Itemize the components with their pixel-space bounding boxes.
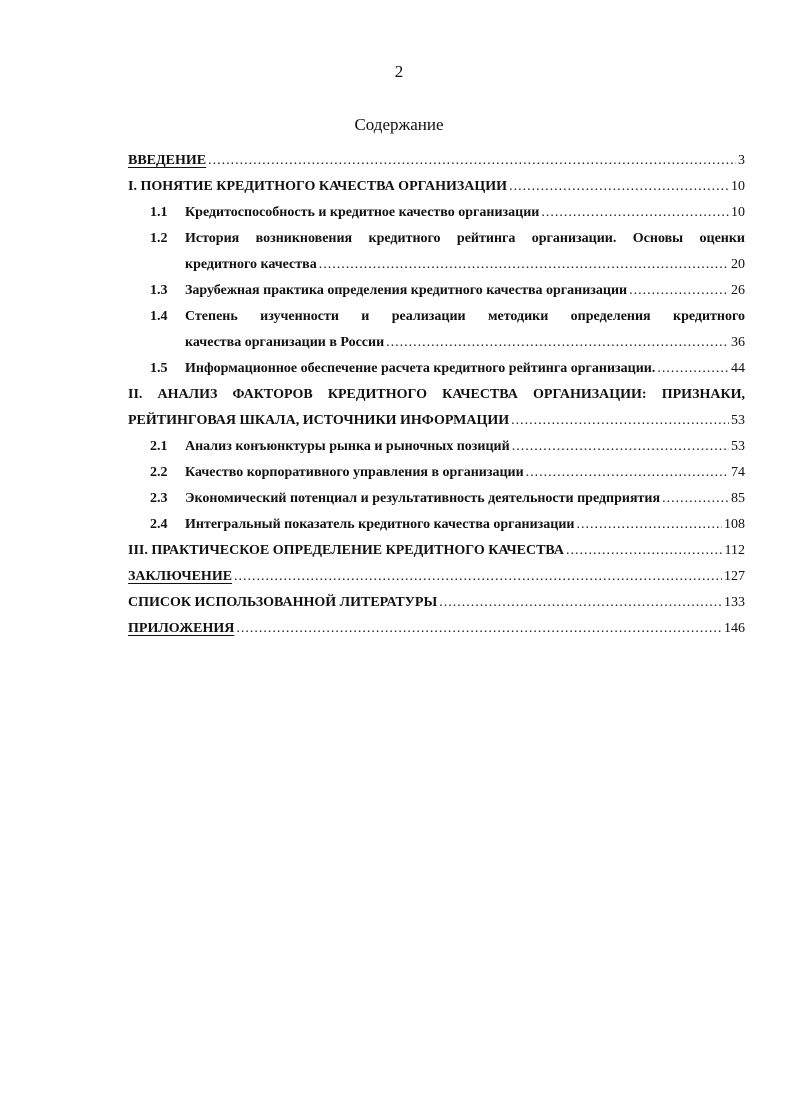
- toc-entry-page: 44: [731, 361, 745, 376]
- toc-entry-label: ЗАКЛЮЧЕНИЕ: [128, 569, 233, 584]
- toc-entry-label: Кредитоспособность и кредитное качество организации: [185, 205, 540, 220]
- toc-entry-appendices[interactable]: [128, 616, 745, 642]
- toc-entry-label-line1: II. АНАЛИЗ ФАКТОРОВ КРЕДИТНОГО КАЧЕСТВА ОРГАНИЗАЦИИ: ПРИЗНАКИ,: [128, 387, 745, 402]
- toc-entry-label: ВВЕДЕНИЕ: [128, 153, 207, 168]
- dot-leader: [234, 564, 722, 590]
- dot-leader: [439, 590, 722, 616]
- toc-entry-label: Качество корпоративного управления в организации: [185, 465, 524, 480]
- toc-entry-page: 53: [731, 439, 745, 454]
- toc-entry-page: 133: [724, 595, 745, 610]
- dot-leader: [512, 434, 729, 460]
- dot-leader: [566, 538, 723, 564]
- toc-entry-1-4[interactable]: [128, 304, 745, 356]
- toc-entry-page: 146: [724, 621, 745, 636]
- toc-entry-label: Анализ конъюнктуры рынка и рыночных позиций: [185, 439, 510, 454]
- toc-entry-1-3[interactable]: [128, 278, 745, 304]
- dot-leader: [236, 616, 722, 642]
- toc-entry-label: I. ПОНЯТИЕ КРЕДИТНОГО КАЧЕСТВА ОРГАНИЗАЦИИ: [128, 179, 508, 194]
- toc-entry-page: 112: [724, 543, 745, 558]
- toc-entry-1-2[interactable]: [128, 226, 745, 278]
- toc-entry-label: Информационное обеспечение расчета кредитного рейтинга организации.: [185, 361, 656, 376]
- toc-entry-1-5[interactable]: [128, 356, 745, 382]
- dot-leader: [541, 200, 729, 226]
- toc-title: Содержание: [354, 115, 444, 134]
- toc-entry-page: 74: [731, 465, 745, 480]
- page-number: 2: [394, 62, 404, 81]
- toc-entry-label: III. ПРАКТИЧЕСКОЕ ОПРЕДЕЛЕНИЕ КРЕДИТНОГО КАЧЕСТВА: [128, 543, 564, 558]
- toc-entry-label: Зарубежная практика определения кредитного качества организации: [185, 283, 628, 298]
- toc-entry-chapter-2[interactable]: [128, 382, 745, 434]
- toc-entry-number: 2.2: [150, 465, 168, 480]
- toc-entry-label-line1: Степень изученности и реализации методики определения кредитного: [185, 309, 745, 324]
- toc-entry-bibliography[interactable]: [128, 590, 745, 616]
- toc-entry-number: 2.1: [150, 439, 168, 454]
- toc-entry-conclusion[interactable]: [128, 564, 745, 590]
- toc-entry-page: 108: [724, 517, 745, 532]
- toc-entry-introduction[interactable]: [128, 148, 745, 174]
- toc-entry-label: Экономический потенциал и результативность деятельности предприятия: [185, 491, 661, 506]
- toc-entry-2-4[interactable]: [128, 512, 745, 538]
- dot-leader: [386, 330, 729, 356]
- toc-entry-label-line1: История возникновения кредитного рейтинга организации. Основы оценки: [185, 231, 745, 246]
- toc-entry-page: 53: [731, 413, 745, 428]
- dot-leader: [576, 512, 722, 538]
- dot-leader: [319, 252, 729, 278]
- dot-leader: [509, 174, 729, 200]
- dot-leader: [662, 486, 729, 512]
- toc-entry-label: кредитного качества: [185, 257, 317, 272]
- toc-entry-2-1[interactable]: [128, 434, 745, 460]
- toc-entry-2-2[interactable]: [128, 460, 745, 486]
- toc-entry-label: РЕЙТИНГОВАЯ ШКАЛА, ИСТОЧНИКИ ИНФОРМАЦИИ: [128, 413, 510, 428]
- dot-leader: [526, 460, 729, 486]
- toc-entry-label: качества организации в России: [185, 335, 385, 350]
- dot-leader: [629, 278, 729, 304]
- toc-entry-page: 26: [731, 283, 745, 298]
- toc-entry-number: 1.2: [150, 231, 168, 246]
- toc-entry-number: 1.4: [150, 309, 168, 324]
- toc-entry-number: 1.5: [150, 361, 168, 376]
- toc-entry-2-3[interactable]: [128, 486, 745, 512]
- toc-entry-page: 36: [731, 335, 745, 350]
- toc-entry-number: 2.3: [150, 491, 168, 506]
- dot-leader: [511, 408, 729, 434]
- toc-entry-page: 20: [731, 257, 745, 272]
- toc-entry-page: 10: [731, 205, 745, 220]
- toc-entry-chapter-3[interactable]: [128, 538, 745, 564]
- table-of-contents: [128, 148, 745, 642]
- dot-leader: [657, 356, 729, 382]
- toc-entry-number: 1.1: [150, 205, 168, 220]
- toc-entry-page: 3: [738, 153, 745, 168]
- toc-entry-label: СПИСОК ИСПОЛЬЗОВАННОЙ ЛИТЕРАТУРЫ: [128, 595, 438, 610]
- toc-entry-page: 85: [731, 491, 745, 506]
- toc-entry-1-1[interactable]: [128, 200, 745, 226]
- toc-entry-number: 1.3: [150, 283, 168, 298]
- toc-entry-page: 10: [731, 179, 745, 194]
- toc-entry-page: 127: [724, 569, 745, 584]
- toc-entry-label: ПРИЛОЖЕНИЯ: [128, 621, 235, 636]
- toc-entry-label: Интегральный показатель кредитного качества организации: [185, 517, 575, 532]
- toc-entry-chapter-1[interactable]: [128, 174, 745, 200]
- dot-leader: [208, 148, 736, 174]
- toc-entry-number: 2.4: [150, 517, 168, 532]
